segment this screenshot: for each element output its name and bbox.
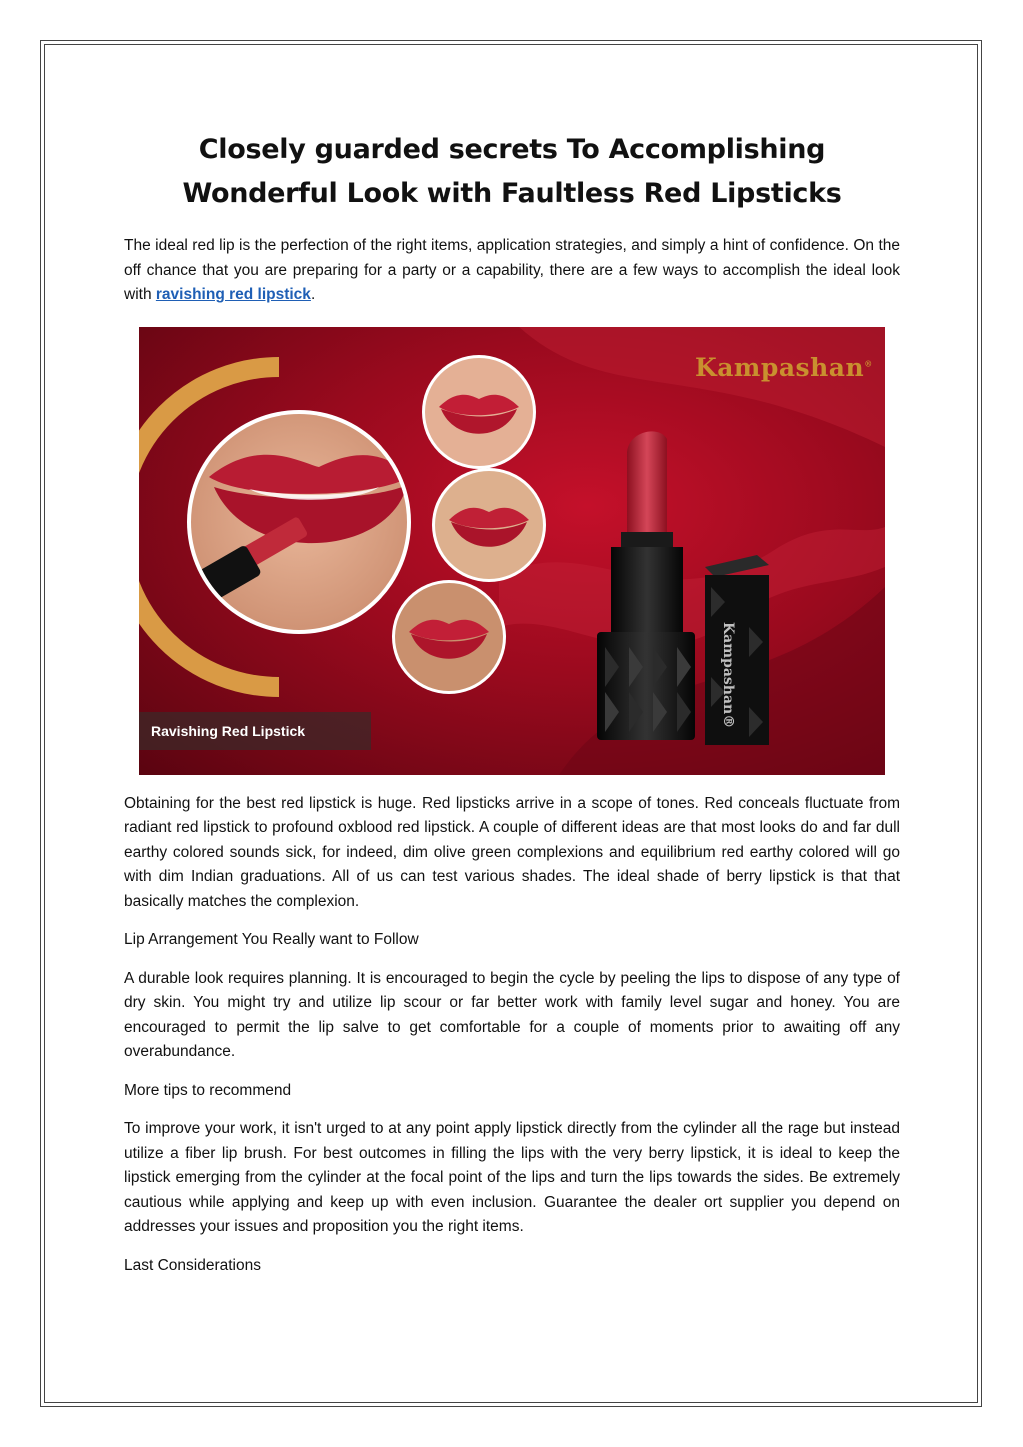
section-heading-lip-arrangement: Lip Arrangement You Really want to Follow [124, 931, 419, 948]
brand-mark: ® [864, 358, 873, 369]
brand-logo-text: Kampashan [695, 352, 865, 382]
paragraph-best-red-lipstick: Obtaining for the best red lipstick is huge. Red lipsticks arrive in a scope of tones. Red conceals fluctuate from radiant red lipstick to profound oxblood red lipstick. A couple of different ideas are that most looks do and far dull earthy colored sounds sick, for indeed, dim olive green complexions and equilibrium red earthy colored will go with dim Indian graduations. All of us can test various shades. The ideal shade of berry lipstick is that that basically matches the complexion. [124, 794, 900, 910]
lipstick-box [705, 555, 769, 745]
main-lips-photo [176, 407, 419, 647]
document-content [124, 120, 900, 1278]
lipstick-hero-image [139, 327, 885, 775]
intro-paragraph [124, 234, 900, 308]
silk-wave [519, 327, 885, 447]
kampashan-logo [695, 353, 873, 382]
paragraph-application-tips: To improve your work, it isn't urged to at any point apply lipstick directly from the cylinder all the rage but instead utilize a fiber lip brush. For best outcomes in filling the lips with the very berry lipstick, it is ideal to keep the lipstick emerging from the cylinder at the focal point of the lips and turn the lips towards the sides. Be extremely cautious while applying and keep up with even inclusion. Guarantee the dealer ort supplier you depend on addresses your issues and proposition you the right items. [124, 1120, 900, 1235]
ravishing-red-lipstick-link[interactable]: ravishing red lipstick [155, 286, 311, 303]
hero-illustration [139, 327, 885, 775]
page-title: Closely guarded secrets To Accomplishing Wonderful Look with Faultless Red Lipsticks [182, 134, 842, 209]
section-heading-last-considerations: Last Considerations [124, 1256, 261, 1274]
intro-end: . [310, 286, 316, 303]
silk-wave [499, 527, 885, 646]
paragraph-lip-preparation: A durable look requires planning. It is encouraged to begin the cycle by peeling the lips to dispose of any type of dry skin. You might try and utilize lip scour or far better work with family level sugar and honey. You are encouraged to permit the lip salve to get comfortable for a couple of moments prior to awaiting off any overabundance. [124, 969, 900, 1060]
lipstick-product [597, 431, 695, 740]
intro-text: The ideal red lip is the perfection of the right items, application strategies, and simply a hint of confidence. On the off chance that you are preparing for a party or a capability, there are a few ways to accomplish the ideal look with [124, 237, 900, 303]
box-brand-label: Kampashan® [720, 621, 736, 728]
hero-caption: Ravishing Red Lipstick [139, 712, 371, 750]
section-heading-more-tips: More tips to recommend [124, 1081, 292, 1099]
